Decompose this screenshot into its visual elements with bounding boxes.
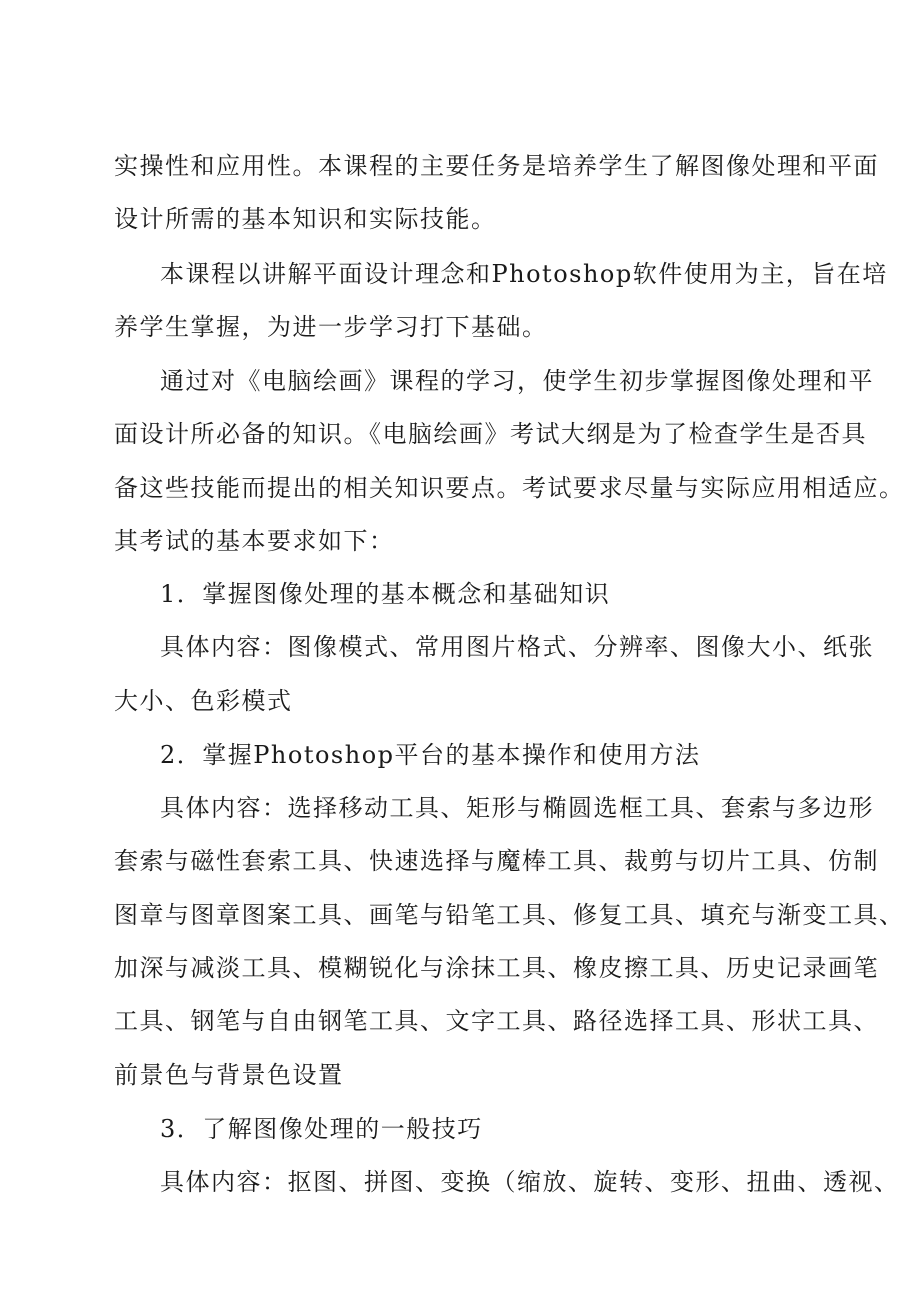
text-line: 工具、钢笔与自由钢笔工具、文字工具、路径选择工具、形状工具、	[114, 1007, 879, 1035]
text-line: 面设计所必备的知识。《电脑绘画》考试大纲是为了检查学生是否具	[114, 420, 867, 448]
section-heading: 2．掌握Photoshop平台的基本操作和使用方法	[160, 741, 701, 769]
text-line: 大小、色彩模式	[114, 687, 293, 715]
text-line: 通过对《电脑绘画》课程的学习，使学生初步掌握图像处理和平	[160, 367, 874, 395]
text-line: 前景色与背景色设置	[114, 1061, 344, 1089]
text-line: 图章与图章图案工具、画笔与铅笔工具、修复工具、填充与渐变工具、	[114, 901, 905, 929]
text-line: 其考试的基本要求如下：	[114, 527, 395, 555]
section-heading: 1．掌握图像处理的基本概念和基础知识	[160, 580, 611, 608]
text-line: 备这些技能而提出的相关知识要点。考试要求尽量与实际应用相适应。	[114, 474, 905, 502]
text-line: 具体内容：图像模式、常用图片格式、分辨率、图像大小、纸张	[160, 633, 874, 661]
section-heading: 3．了解图像处理的一般技巧	[160, 1115, 483, 1143]
text-line: 养学生掌握，为进一步学习打下基础。	[114, 313, 548, 341]
text-line: 具体内容：抠图、拼图、变换（缩放、旋转、变形、扭曲、透视、	[160, 1168, 900, 1196]
text-line: 具体内容：选择移动工具、矩形与椭圆选框工具、套索与多边形	[160, 794, 874, 822]
text-line: 实操性和应用性。本课程的主要任务是培养学生了解图像处理和平面	[114, 152, 879, 180]
text-line: 加深与减淡工具、模糊锐化与涂抹工具、橡皮擦工具、历史记录画笔	[114, 954, 879, 982]
text-line: 本课程以讲解平面设计理念和Photoshop软件使用为主，旨在培	[160, 260, 888, 288]
text-line: 设计所需的基本知识和实际技能。	[114, 205, 497, 233]
text-line: 套索与磁性套索工具、快速选择与魔棒工具、裁剪与切片工具、仿制	[114, 847, 879, 875]
